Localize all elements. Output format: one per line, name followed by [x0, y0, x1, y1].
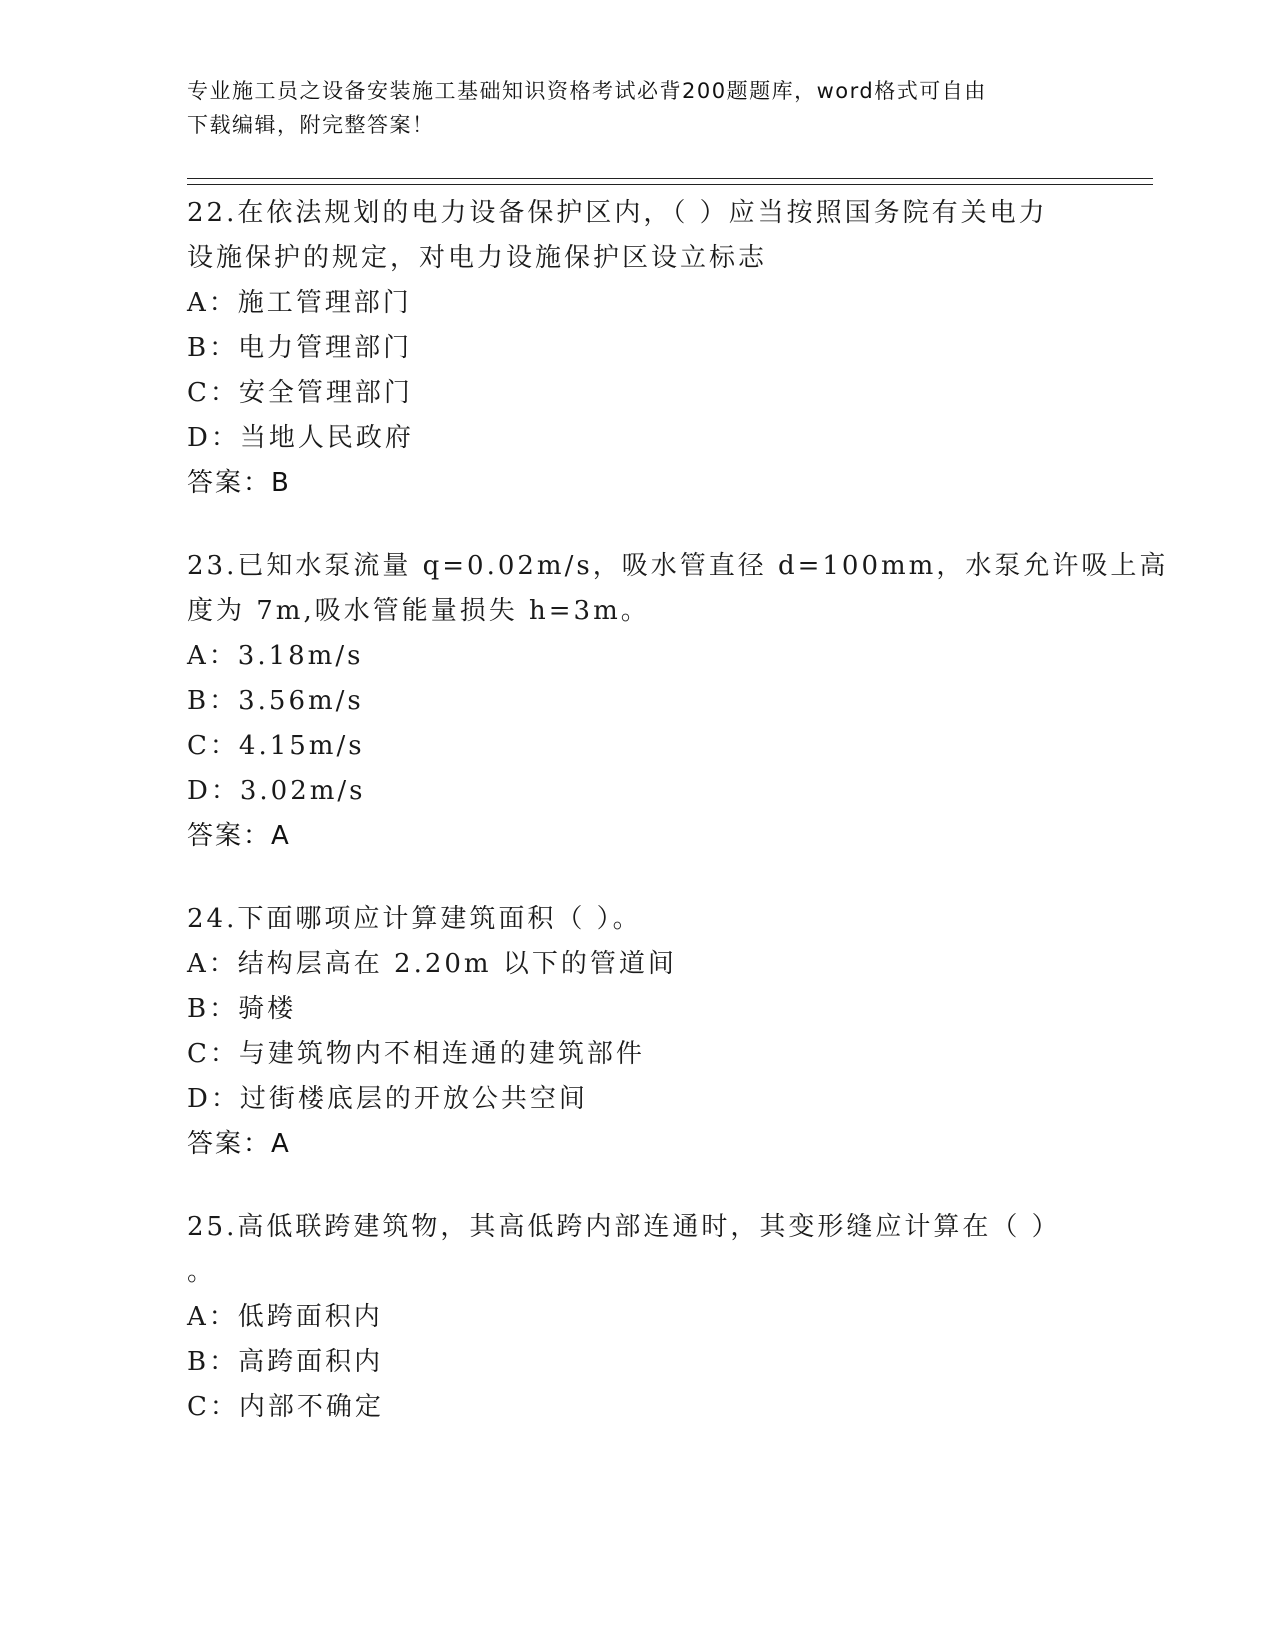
question-list — [187, 191, 1169, 1468]
answer-key: 答案：A — [187, 1129, 291, 1159]
option-text: 与建筑物内不相连通的建筑部件 — [238, 1039, 645, 1069]
option-key: B： — [187, 994, 239, 1024]
header-title-line-1: 专业施工员之设备安装施工基础知识资格考试必背200题题库，word格式可自由 — [187, 79, 987, 103]
answer-option — [187, 724, 1087, 769]
answer-option — [187, 281, 1087, 326]
option-key: C： — [187, 378, 239, 408]
question-item — [187, 1205, 1087, 1430]
question-item — [187, 544, 1169, 859]
option-text: 4.15m/s — [238, 731, 365, 761]
question-stem-line: 24.下面哪项应计算建筑面积（ ）。 — [187, 904, 642, 934]
answer-option — [187, 679, 1087, 724]
question-stem-line: 23.已知水泵流量 q=0.02m/s，吸水管直径 d=100mm，水泵允许吸上高 — [187, 551, 1169, 581]
answer-key: 答案：B — [187, 468, 291, 498]
answer-option — [187, 326, 1087, 371]
answer-option — [187, 987, 1087, 1032]
header-title-line-2: 下载编辑，附完整答案！ — [187, 113, 435, 137]
option-key: D： — [187, 423, 240, 453]
option-text: 当地人民政府 — [239, 423, 414, 453]
answer-option — [187, 769, 1087, 814]
question-stem-line: 设施保护的规定，对电力设施保护区设立标志 — [187, 243, 768, 273]
option-text: 3.02m/s — [239, 776, 366, 806]
answer-option — [187, 1340, 1087, 1385]
question-stem-line: 25.高低联跨建筑物，其高低跨内部连通时，其变形缝应计算在（ ） — [187, 1212, 1061, 1242]
answer-option — [187, 942, 1087, 987]
option-key: C： — [187, 1392, 239, 1422]
option-key: A： — [187, 1302, 238, 1332]
option-key: B： — [187, 1347, 239, 1377]
answer-option — [187, 371, 1087, 416]
header-divider-top — [187, 178, 1153, 179]
option-text: 安全管理部门 — [238, 378, 413, 408]
option-text: 内部不确定 — [238, 1392, 384, 1422]
option-text: 施工管理部门 — [237, 288, 412, 318]
question-item — [187, 897, 1087, 1167]
answer-key: 答案：A — [187, 821, 291, 851]
option-key: C： — [187, 731, 239, 761]
option-key: B： — [187, 686, 239, 716]
question-stem — [187, 191, 1087, 281]
option-key: A： — [187, 288, 238, 318]
option-key: A： — [187, 949, 238, 979]
option-text: 低跨面积内 — [237, 1302, 383, 1332]
answer-option — [187, 1385, 1087, 1430]
answer-option — [187, 1077, 1087, 1122]
option-key: C： — [187, 1039, 239, 1069]
question-stem — [187, 897, 1087, 942]
option-key: B： — [187, 333, 239, 363]
question-stem — [187, 544, 1169, 634]
answer-option — [187, 416, 1087, 461]
option-text: 3.56m/s — [238, 686, 364, 716]
answer-option — [187, 1032, 1087, 1077]
option-text: 过街楼底层的开放公共空间 — [239, 1084, 588, 1114]
header-divider-bottom — [187, 184, 1153, 185]
document-header — [187, 74, 1067, 142]
question-stem-line: 22.在依法规划的电力设备保护区内，（ ）应当按照国务院有关电力 — [187, 198, 1048, 228]
option-key: D： — [187, 1084, 240, 1114]
question-stem-line: 度为 7m,吸水管能量损失 h=3m。 — [187, 596, 650, 626]
option-text: 高跨面积内 — [238, 1347, 384, 1377]
question-item — [187, 191, 1087, 506]
option-key: A： — [187, 641, 238, 671]
option-text: 结构层高在 2.20m 以下的管道间 — [237, 949, 677, 979]
option-text: 骑楼 — [238, 994, 297, 1024]
option-text: 3.18m/s — [237, 641, 364, 671]
question-stem-line: 。 — [187, 1257, 217, 1287]
question-stem — [187, 1205, 1087, 1295]
answer-option — [187, 1295, 1087, 1340]
option-key: D： — [187, 776, 240, 806]
answer-option — [187, 634, 1087, 679]
option-text: 电力管理部门 — [238, 333, 413, 363]
